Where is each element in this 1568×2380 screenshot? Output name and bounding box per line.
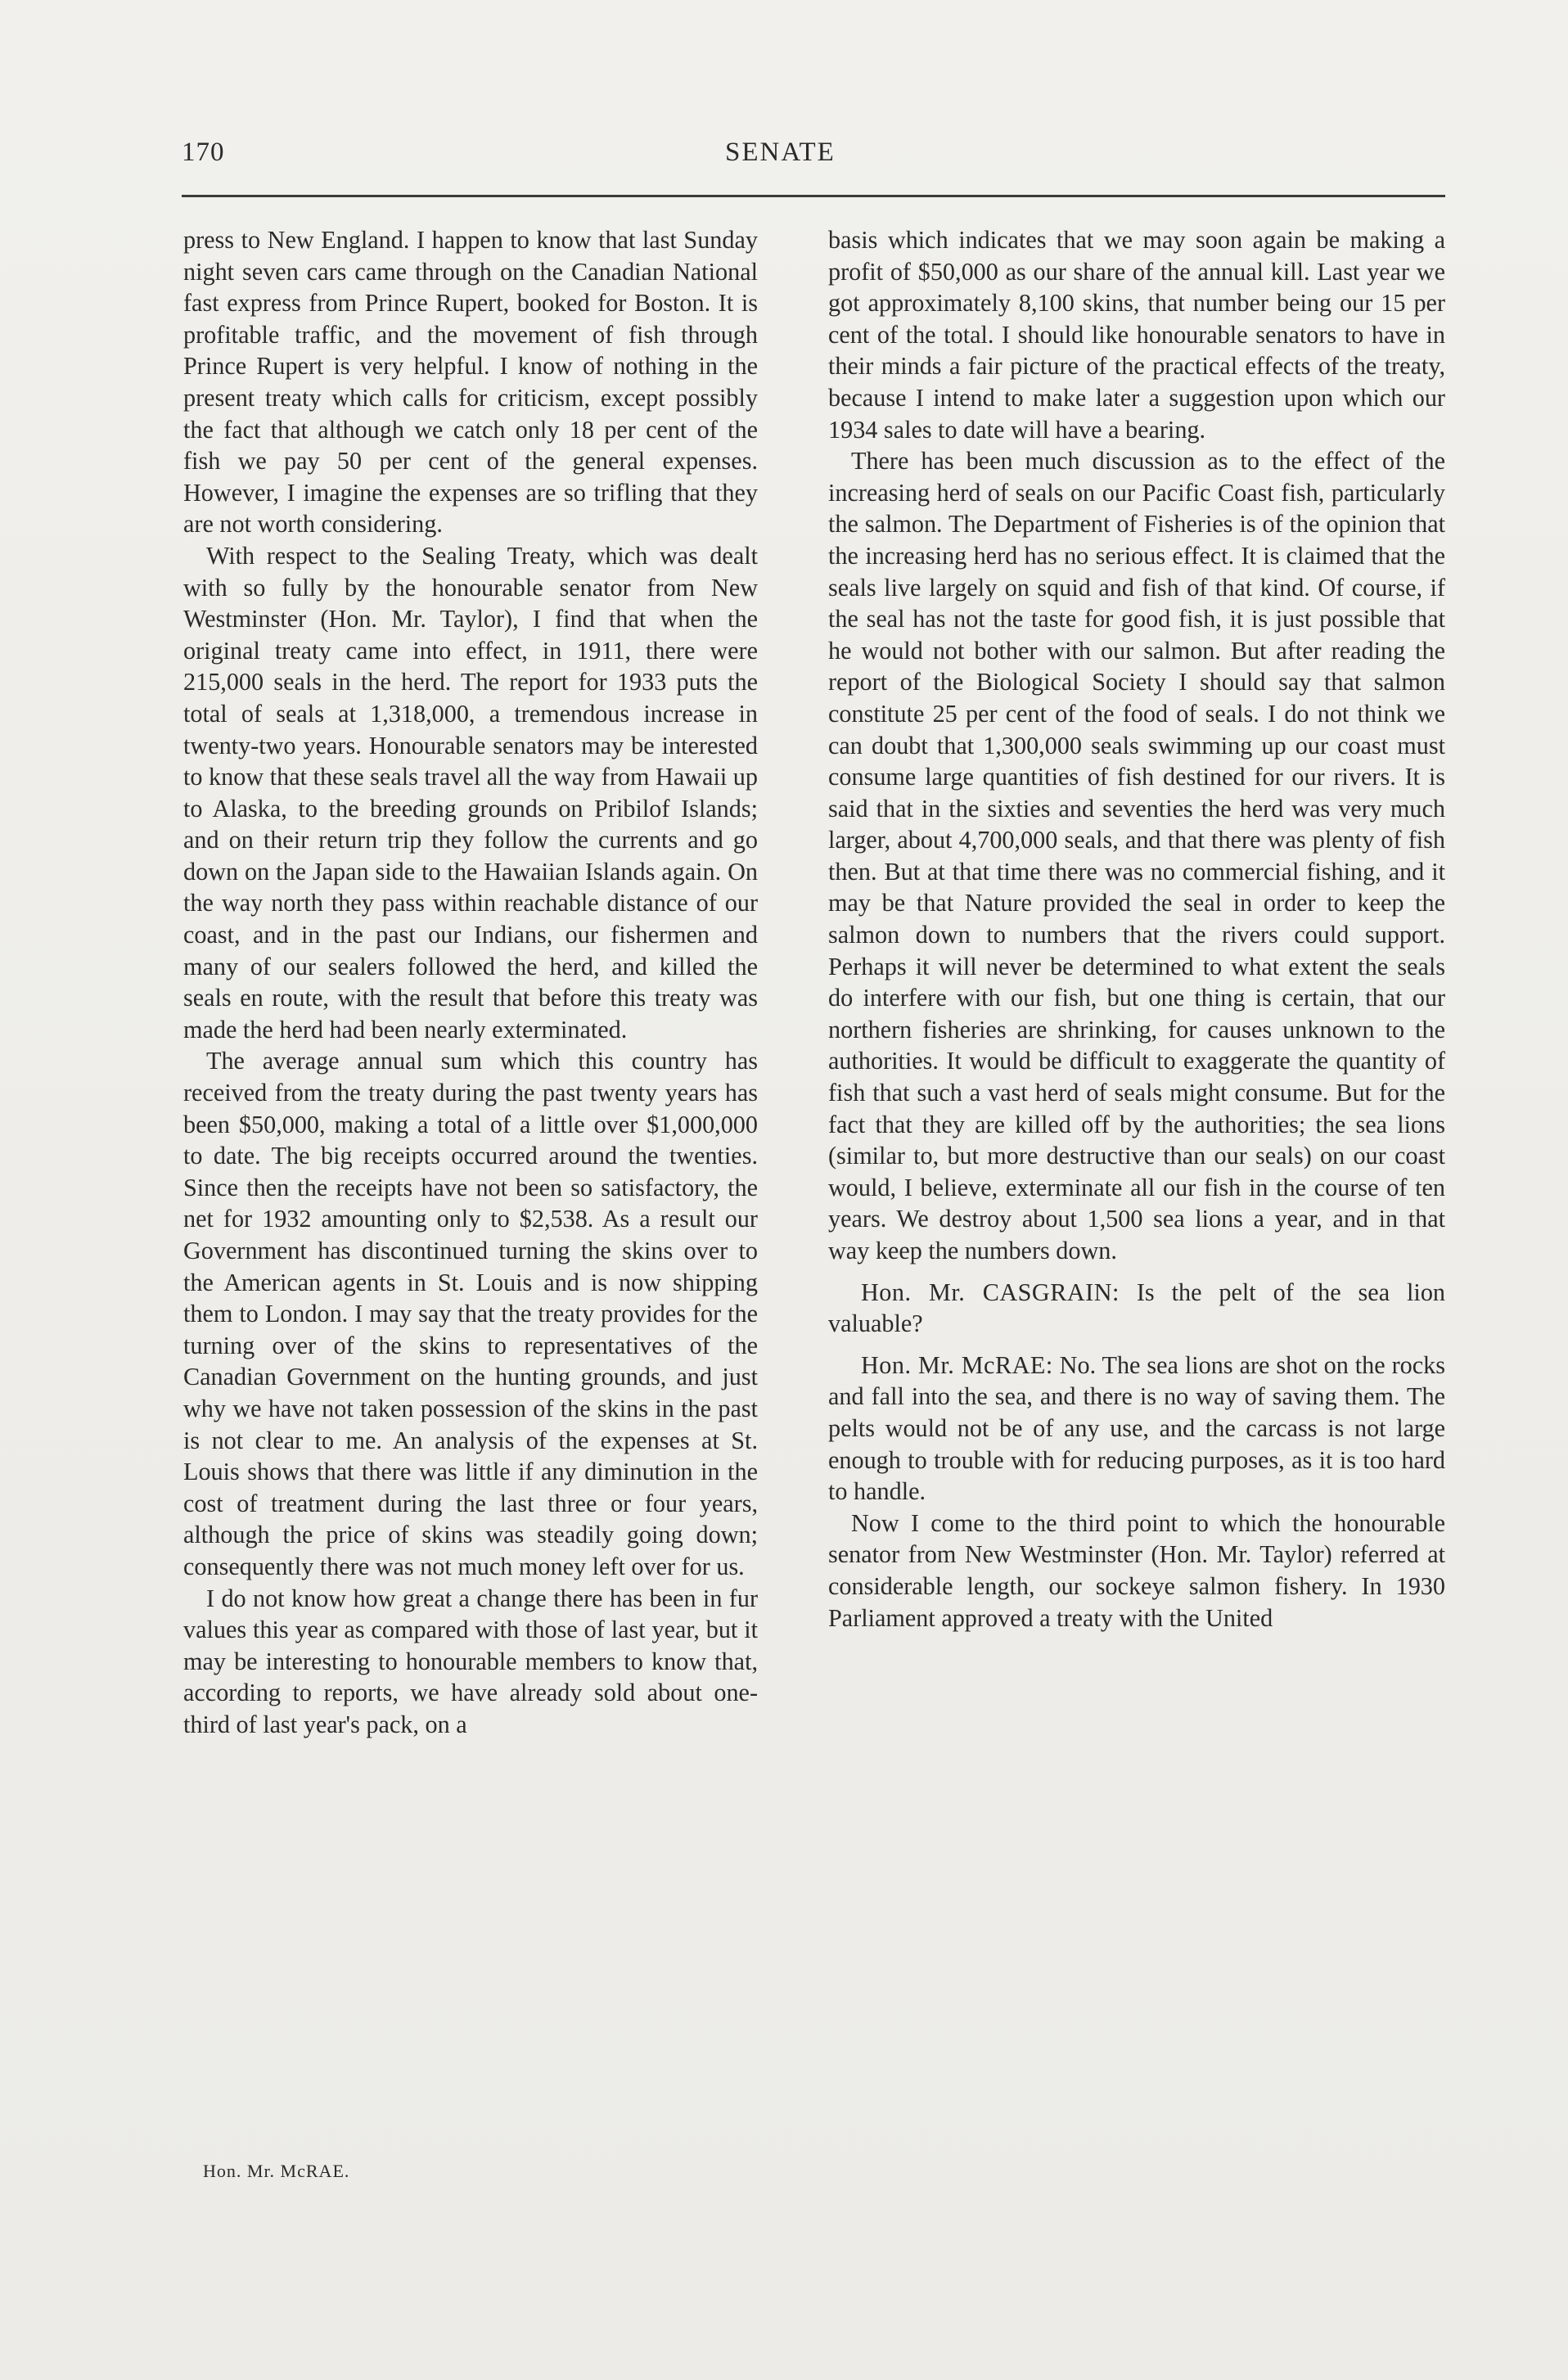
left-paragraph-4: I do not know how great a change there has been in fur values this year as compared with those of last year, but it may be interesting to honourable members to know that, according to reports, we have already sold about one-third of last year's pack, on a [183,1584,758,1738]
question-paragraph [828,1277,1445,1340]
speaker-mcrae: Hon. Mr. McRAE: [861,1350,1053,1379]
right-paragraph-2: There has been much discussion as to the effect of the increasing herd of seals on our Pacific Coast fish, particularly the salmon. The Department of Fisheries is of the opinion that the increasing herd has no serious effect. It is claimed that the seals live largely on squid and fish of that kind. Of course, if the seal has not the taste for good fish, it is just possible that he would not bother with our salmon. But after reading the report of the Biological Society I should say that salmon constitute 25 per cent of the food of seals. I do not think we can doubt that 1,300,000 seals swimming up our coast must consume large quantities of fish destined for our rivers. It is said that in the sixties and seventies the herd was very much larger, about 4,700,000 seals, and that there was plenty of fish then. But at that time there was no commercial fishing, and it may be that Nature provided the seal in order to keep the salmon down to numbers that the rivers could support. Perhaps it will never be determined to what extent the seals do interfere with our fish, but one thing is certain, that our northern fisheries are shrinking, for causes unknown to the authorities. It would be difficult to exaggerate the quantity of fish that such a vast herd of seals might consume. But for the fact that they are killed off by the authorities; the sea lions (similar to, but more destructive than our seals) on our coast would, I believe, exterminate all our fish in the course of ten years. We destroy about 1,500 sea lions a year, and in that way keep the numbers down. [828,447,1445,1264]
right-paragraph-1: basis which indicates that we may soon again be making a profit of $50,000 as our share of the annual kill. Last year we got approximately 8,100 skins, that number being our 15 per cent of the total. I should like honourable senators to have in their minds a fair picture of the practical effects of the treaty, because I intend to make later a suggestion upon which our 1934 sales to date will have a bearing. [828,226,1445,444]
answer-text: No. The sea lions are shot on the rocks and fall into the sea, and there is no way of saving them. The pelts would not be of any use, and the carcass is not large enough to trouble with for reducing purposes, as it is too hard to handle. [828,1350,1445,1506]
speaker-casgrain: Hon. Mr. CASGRAIN: [861,1278,1120,1306]
left-paragraph-1: press to New England. I happen to know that last Sunday night seven cars came through on the Canadian National fast express from Prince Rupert, booked for Boston. It is profitable traffic, and the movement of fish through Prince Rupert is very helpful. I know of nothing in the present treaty which calls for criticism, except possibly the fact that although we catch only 18 per cent of the fish we pay 50 per cent of the general expenses. However, I imagine the expenses are so trifling that they are not worth considering. [183,226,758,539]
page-number: 170 [182,137,225,167]
right-column [828,224,1445,1634]
page-header [182,137,1445,174]
left-paragraph-3: The average annual sum which this country has received from the treaty during the past twenty years has been $50,000, making a total of a little over $1,000,000 to date. The big receipts occurred around the twenties. Since then the receipts have not been so satisfactory, the net for 1932 amounting only to $2,538. As a result our Government has discontinued turning the skins over to the American agents in St. Louis and is now shipping them to London. I may say that the treaty provides for the turning over of the skins to representatives of the Canadian Government on the hunting grounds, and just why we have not taken possession of the skins in the past is not clear to me. An analysis of the expenses at St. Louis shows that there was little if any diminution in the cost of treatment during the last three or four years, although the price of skins was steadily going down; consequently there was not much money left over for us. [183,1047,758,1580]
left-column [183,224,758,1741]
footer-speaker-name: Hon. Mr. McRAE. [203,2161,350,2181]
running-head: SENATE [725,137,836,167]
right-paragraph-3: Now I come to the third point to which the honourable senator from New Westminster (Hon. Mr. Taylor) referred at considerable length, our sockeye salmon fishery. In 1930 Parliament approved a treaty with the United [828,1508,1445,1632]
header-rule [182,195,1445,197]
question-text: Is the pelt of the sea lion valuable? [828,1278,1446,1338]
left-paragraph-2: With respect to the Sealing Treaty, which was dealt with so fully by the honourable senator from New Westminster (Hon. Mr. Taylor), I find that when the original treaty came into effect, in 1911, there were 215,000 seals in the herd. The report for 1933 puts the total of seals at 1,318,000, a tremendous increase in twenty-two years. Honourable senators may be interested to know that these seals travel all the way from Hawaii up to Alaska, to the breeding grounds on Pribilof Islands; and on their return trip they follow the currents and go down on the Japan side to the Hawaiian Islands again. On the way north they pass within reachable distance of our coast, and in the past our Indians, our fishermen and many of our sealers followed the herd, and killed the seals en route, with the result that before this treaty was made the herd had been nearly exterminated. [183,541,758,1044]
answer-paragraph [828,1350,1445,1508]
